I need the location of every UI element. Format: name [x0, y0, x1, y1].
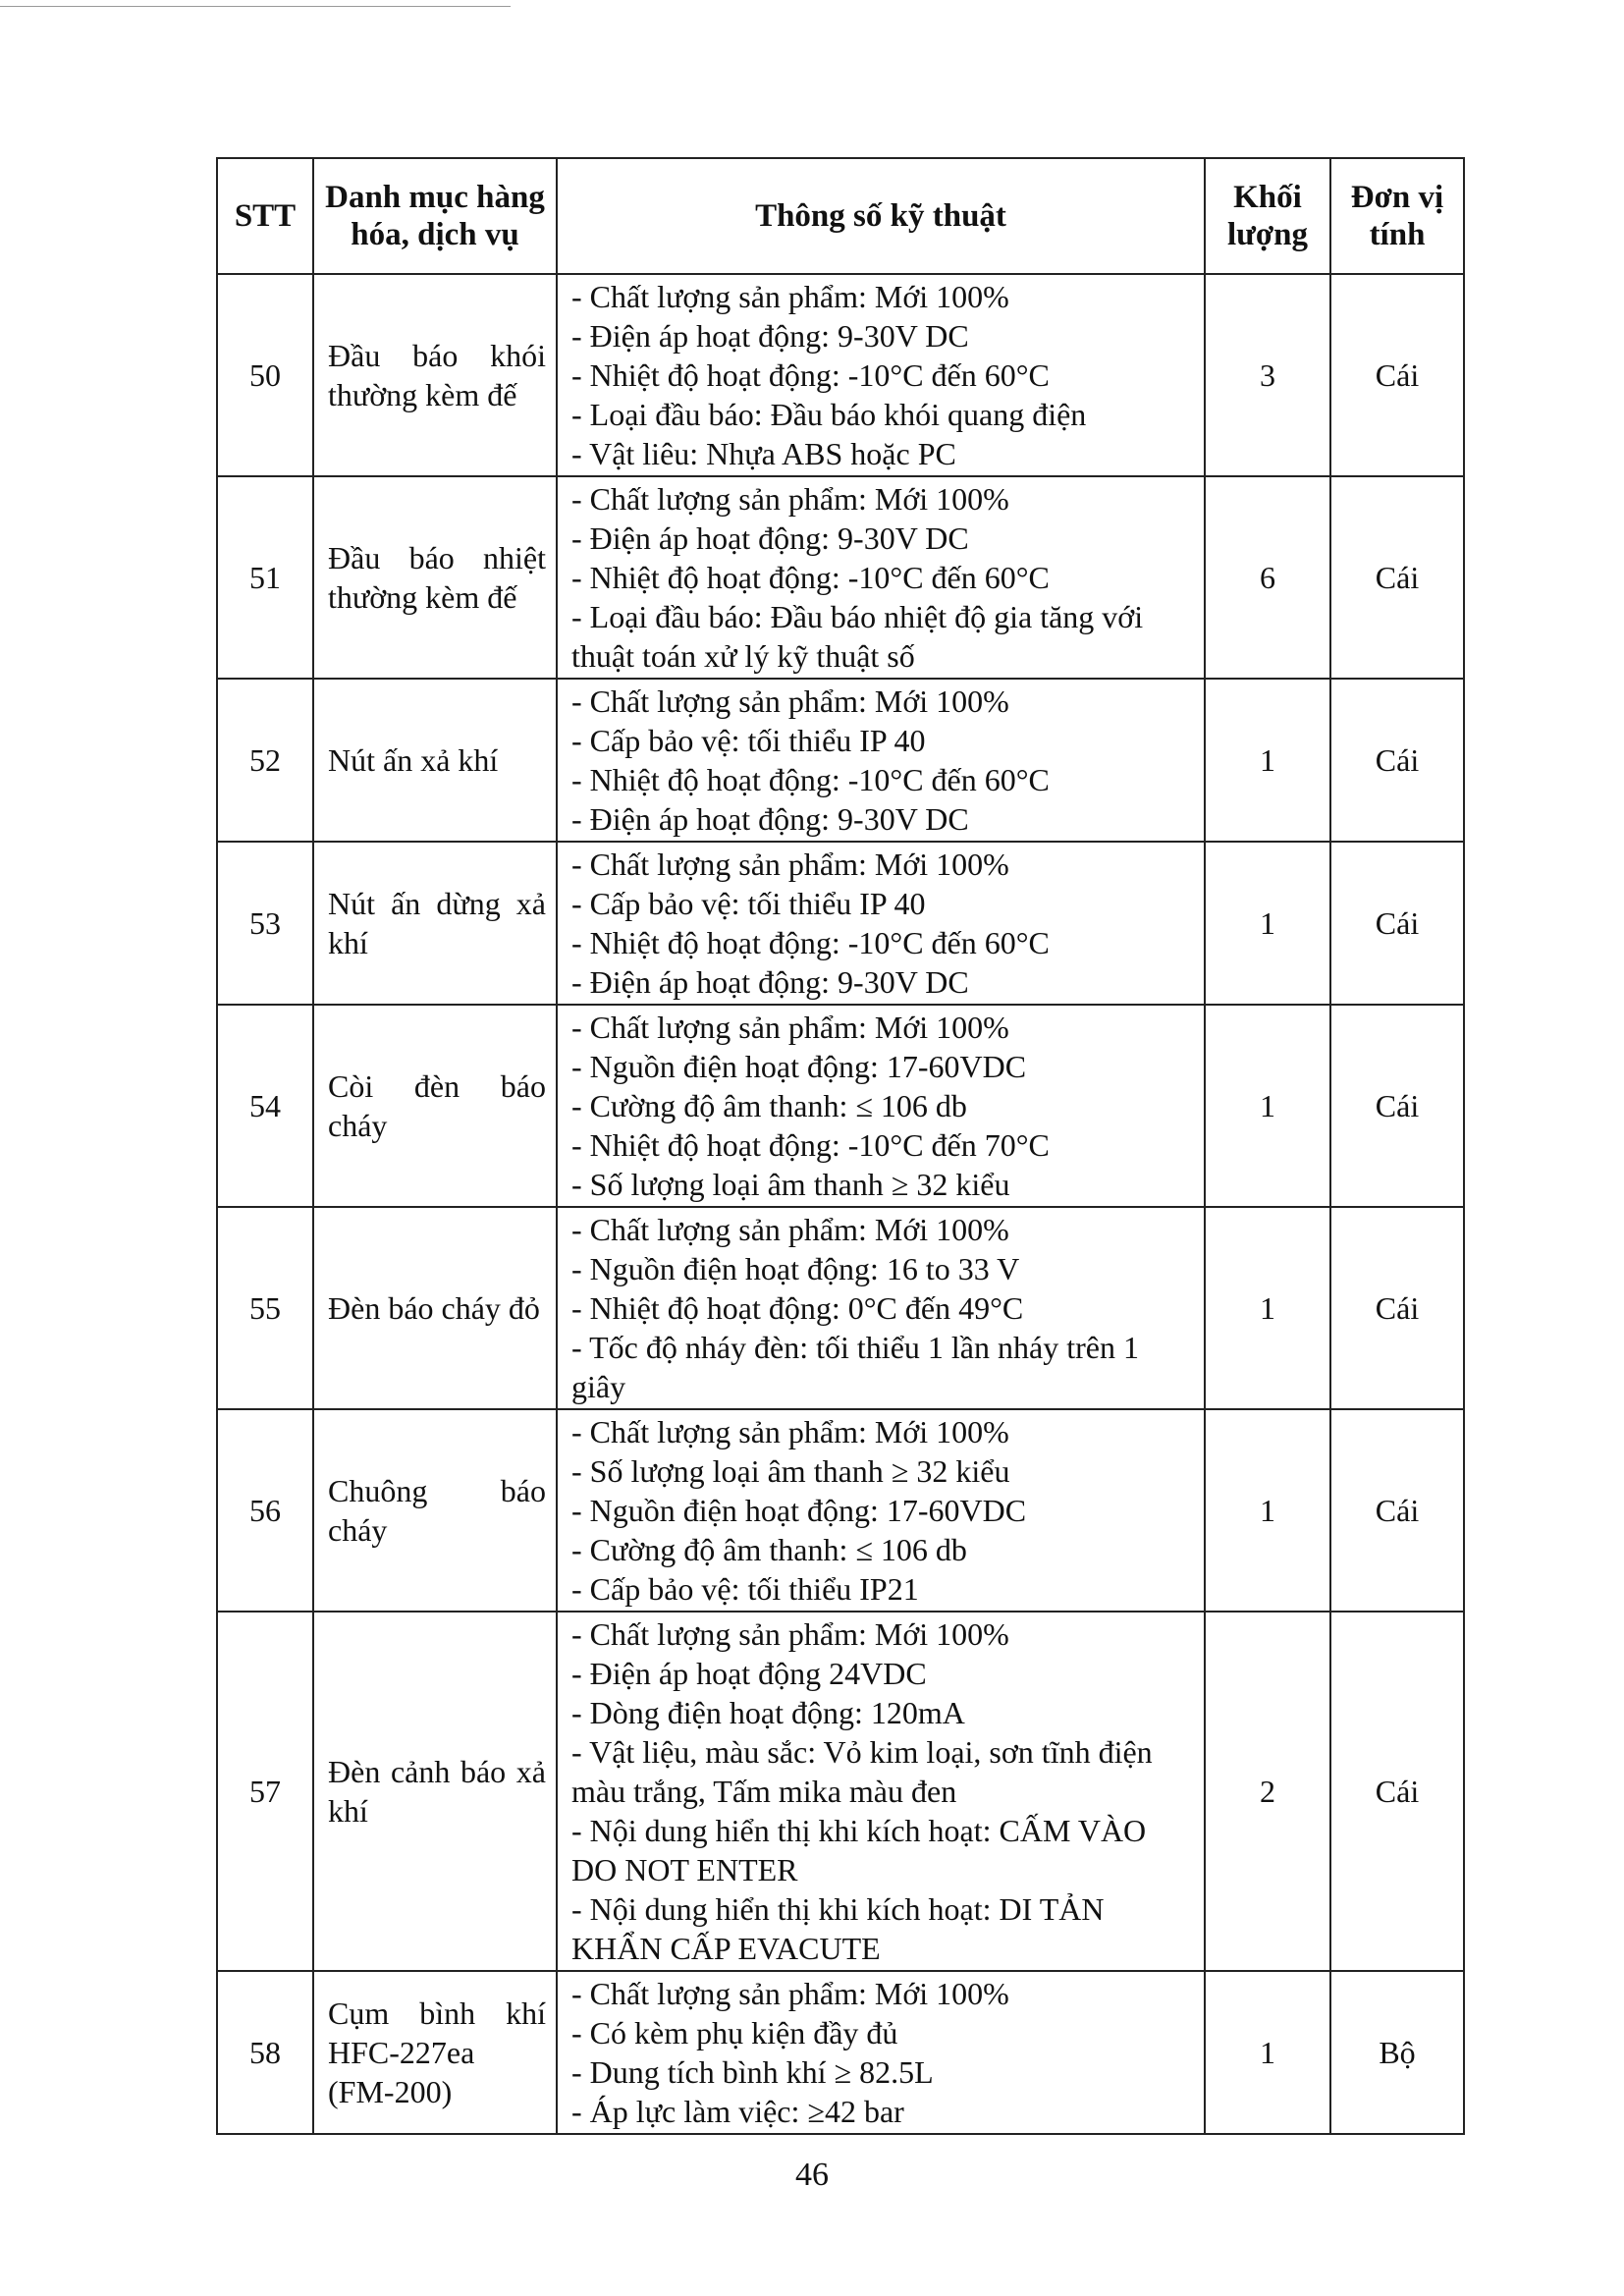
specification-table [216, 157, 1465, 2135]
spec-line: - Dòng điện hoạt động: 120mA [571, 1695, 965, 1730]
row-quantity: 1 [1205, 1207, 1330, 1409]
spec-line: - Nội dung hiển thị khi kích hoạt: CẤM VÀO DO NOT ENTER [571, 1813, 1147, 1887]
header-row [217, 158, 1464, 274]
spec-line: - Cường độ âm thanh: ≤ 106 db [571, 1088, 967, 1123]
row-specifications [557, 1409, 1205, 1612]
row-unit: Bộ [1330, 1971, 1464, 2134]
spec-line: - Điện áp hoạt động: 9-30V DC [571, 520, 969, 556]
row-unit: Cái [1330, 476, 1464, 679]
row-specifications [557, 1207, 1205, 1409]
row-unit: Cái [1330, 1409, 1464, 1612]
spec-line: - Áp lực làm việc: ≥42 bar [571, 2094, 904, 2129]
page-number: 46 [795, 2157, 829, 2193]
row-specifications [557, 476, 1205, 679]
row-stt: 51 [217, 476, 313, 679]
row-quantity: 3 [1205, 274, 1330, 476]
spec-line: - Chất lượng sản phẩm: Mới 100% [571, 683, 1009, 719]
row-quantity: 1 [1205, 1005, 1330, 1207]
row-item-name: Đèn báo cháy đỏ [313, 1207, 557, 1409]
header-item-name: Danh mục hàng hóa, dịch vụ [313, 158, 557, 274]
spec-line: - Loại đầu báo: Đầu báo khói quang điện [571, 397, 1087, 432]
spec-line: - Chất lượng sản phẩm: Mới 100% [571, 481, 1009, 517]
row-unit: Cái [1330, 842, 1464, 1005]
table-row [217, 1409, 1464, 1612]
spec-line: - Vật liệu, màu sắc: Vỏ kim loại, sơn tĩnh điện màu trắng, Tấm mika màu đen [571, 1734, 1153, 1809]
table-row [217, 1612, 1464, 1971]
spec-line: - Cấp bảo vệ: tối thiểu IP 40 [571, 723, 926, 758]
header-unit: Đơn vị tính [1330, 158, 1464, 274]
spec-line: - Nguồn điện hoạt động: 17-60VDC [571, 1049, 1027, 1084]
spec-line: - Nhiệt độ hoạt động: 0°C đến 49°C [571, 1290, 1024, 1326]
row-quantity: 6 [1205, 476, 1330, 679]
table-row [217, 679, 1464, 842]
spec-line: - Dung tích bình khí ≥ 82.5L [571, 2054, 934, 2090]
row-item-name: Đầu báo nhiệt thường kèm đế [313, 476, 557, 679]
row-quantity: 1 [1205, 1971, 1330, 2134]
table-row [217, 274, 1464, 476]
row-stt: 57 [217, 1612, 313, 1971]
row-specifications [557, 842, 1205, 1005]
row-stt: 50 [217, 274, 313, 476]
spec-line: - Có kèm phụ kiện đầy đủ [571, 2015, 898, 2050]
spec-line: - Điện áp hoạt động: 9-30V DC [571, 318, 969, 354]
table-row [217, 1971, 1464, 2134]
spec-line: - Nội dung hiển thị khi kích hoạt: DI TẢN KHẨN CẤP EVACUTE [571, 1891, 1105, 1966]
spec-line: - Chất lượng sản phẩm: Mới 100% [571, 1414, 1009, 1449]
spec-line: - Chất lượng sản phẩm: Mới 100% [571, 279, 1009, 314]
row-unit: Cái [1330, 1207, 1464, 1409]
header-quantity: Khối lượng [1205, 158, 1330, 274]
row-stt: 58 [217, 1971, 313, 2134]
table-row [217, 1005, 1464, 1207]
spec-line: - Cường độ âm thanh: ≤ 106 db [571, 1532, 967, 1567]
row-stt: 56 [217, 1409, 313, 1612]
table-row [217, 842, 1464, 1005]
row-stt: 54 [217, 1005, 313, 1207]
spec-line: - Số lượng loại âm thanh ≥ 32 kiểu [571, 1453, 1010, 1489]
row-item-name: Còi đèn báo cháy [313, 1005, 557, 1207]
spec-line: - Vật liêu: Nhựa ABS hoặc PC [571, 436, 956, 471]
row-stt: 53 [217, 842, 313, 1005]
spec-line: - Nhiệt độ hoạt động: -10°C đến 70°C [571, 1127, 1050, 1163]
row-item-name: Chuông báo cháy [313, 1409, 557, 1612]
spec-line: - Loại đầu báo: Đầu báo nhiệt độ gia tăng với thuật toán xử lý kỹ thuật số [571, 599, 1144, 674]
spec-line: - Nhiệt độ hoạt động: -10°C đến 60°C [571, 762, 1050, 797]
row-specifications [557, 1005, 1205, 1207]
table-row [217, 1207, 1464, 1409]
spec-line: - Nhiệt độ hoạt động: -10°C đến 60°C [571, 357, 1050, 393]
header-specifications: Thông số kỹ thuật [557, 158, 1205, 274]
row-item-name: Nút ấn xả khí [313, 679, 557, 842]
spec-line: - Nhiệt độ hoạt động: -10°C đến 60°C [571, 560, 1050, 595]
spec-line: - Cấp bảo vệ: tối thiểu IP21 [571, 1571, 919, 1607]
spec-line: - Nguồn điện hoạt động: 16 to 33 V [571, 1251, 1020, 1286]
row-unit: Cái [1330, 679, 1464, 842]
spec-line: - Số lượng loại âm thanh ≥ 32 kiểu [571, 1167, 1010, 1202]
spec-line: - Chất lượng sản phẩm: Mới 100% [571, 1976, 1009, 2011]
row-unit: Cái [1330, 1612, 1464, 1971]
spec-line: - Chất lượng sản phẩm: Mới 100% [571, 1212, 1009, 1247]
row-quantity: 1 [1205, 842, 1330, 1005]
table-row [217, 476, 1464, 679]
row-item-name: Cụm bình khí HFC-227ea (FM-200) [313, 1971, 557, 2134]
spec-line: - Điện áp hoạt động 24VDC [571, 1656, 927, 1691]
row-specifications [557, 679, 1205, 842]
row-stt: 52 [217, 679, 313, 842]
scan-edge-line [0, 6, 511, 7]
row-item-name: Đèn cảnh báo xả khí [313, 1612, 557, 1971]
row-quantity: 1 [1205, 679, 1330, 842]
spec-line: - Điện áp hoạt động: 9-30V DC [571, 801, 969, 837]
spec-line: - Nguồn điện hoạt động: 17-60VDC [571, 1493, 1027, 1528]
spec-line: - Nhiệt độ hoạt động: -10°C đến 60°C [571, 925, 1050, 960]
row-specifications [557, 1612, 1205, 1971]
row-unit: Cái [1330, 1005, 1464, 1207]
row-quantity: 2 [1205, 1612, 1330, 1971]
spec-line: - Tốc độ nháy đèn: tối thiểu 1 lần nháy trên 1 giây [571, 1330, 1139, 1404]
spec-line: - Chất lượng sản phẩm: Mới 100% [571, 1616, 1009, 1652]
row-stt: 55 [217, 1207, 313, 1409]
spec-line: - Chất lượng sản phẩm: Mới 100% [571, 1010, 1009, 1045]
spec-line: - Điện áp hoạt động: 9-30V DC [571, 964, 969, 1000]
spec-line: - Cấp bảo vệ: tối thiểu IP 40 [571, 886, 926, 921]
row-item-name: Nút ấn dừng xả khí [313, 842, 557, 1005]
row-specifications [557, 274, 1205, 476]
spec-line: - Chất lượng sản phẩm: Mới 100% [571, 847, 1009, 882]
row-specifications [557, 1971, 1205, 2134]
row-unit: Cái [1330, 274, 1464, 476]
row-quantity: 1 [1205, 1409, 1330, 1612]
header-stt: STT [217, 158, 313, 274]
row-item-name: Đầu báo khói thường kèm đế [313, 274, 557, 476]
